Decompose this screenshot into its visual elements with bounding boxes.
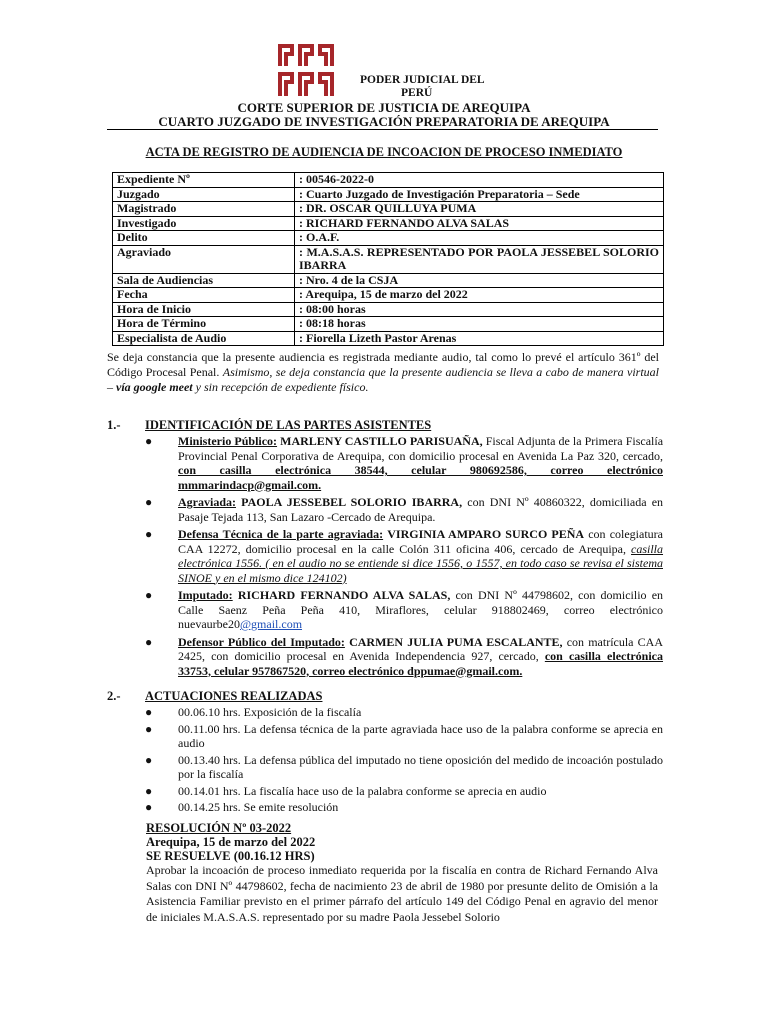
info-label: Magistrado [113,202,295,217]
party-text: con DNI Nº 40860322, domiciliada en Pasaje Tejada 113, San Lazaro -Cercado de Arequipa. [178,495,664,524]
intro-google-meet: vía google meet [116,380,193,394]
institution-line2: PERÚ [401,87,433,99]
list-item [143,434,663,492]
intro-italic: Asimismo, se deja constancia que la presente audiencia se lleva a cabo de manera virtual – [107,365,660,394]
action-text: 00.06.10 hrs. Exposición de la fiscalía [178,705,362,719]
list-item [143,635,663,679]
party-name: RICHARD FERNANDO ALVA SALAS, [237,588,451,602]
info-label: Expediente Nº [113,173,295,188]
resolution-decision: SE RESUELVE (00.16.12 HRS) [146,849,315,863]
list-item [143,784,663,799]
info-value: : DR. OSCAR QUILLUYA PUMA [295,202,664,217]
table-row [113,231,664,246]
bullet-icon: ● [145,721,153,736]
party-role: Ministerio Público: [178,434,278,448]
bullet-icon: ● [145,783,153,798]
bullet-icon: ● [145,495,153,509]
info-value: : M.A.S.A.S. REPRESENTADO POR PAOLA JESSEBEL SOLORIO IBARRA [295,245,664,273]
case-info-table [112,172,664,346]
party-role: Defensa Técnica de la parte agraviada: [178,527,384,541]
poder-judicial-logo [276,42,336,98]
bullet-icon: ● [145,527,153,541]
action-text: 00.14.01 hrs. La fiscalía hace uso de la palabra conforme se aprecia en audio [178,783,547,798]
info-value: : 00546-2022-0 [295,173,664,188]
action-text: 00.13.40 hrs. La defensa pública del imputado no tiene oposición del medido de incoación postulado por la fiscalía [178,752,663,781]
parties-list [143,434,663,681]
party-contact: con casilla electrónica 38544, celular 980692586, correo electrónico mmmarindacp@gmail.com. [178,463,663,492]
bullet-icon: ● [145,800,153,814]
intro-italic-end: y sin recepción de expediente físico. [195,380,369,394]
document-title: ACTA DE REGISTRO DE AUDIENCIA DE INCOACION DE PROCESO INMEDIATO [145,145,623,159]
table-row [113,245,664,273]
info-label: Sala de Audiencias [113,273,295,288]
party-name: PAOLA JESSEBEL SOLORIO IBARRA, [241,495,463,509]
info-value: : O.A.F. [295,231,664,246]
bullet-icon: ● [145,434,153,448]
list-item [143,588,663,632]
institution-name [360,74,485,100]
section-1-number: 1.- [107,418,121,432]
action-text: 00.11.00 hrs. La defensa técnica de la parte agraviada hace uso de la palabra conforme se aprecia en audio [178,721,663,750]
list-item [143,800,663,815]
info-value: : Cuarto Juzgado de Investigación Preparatoria – Sede [295,187,664,202]
resolution-date: Arequipa, 15 de marzo del 2022 [146,835,316,849]
section-2-title: ACTUACIONES REALIZADAS [145,689,323,703]
info-label: Juzgado [113,187,295,202]
info-value: : 08:00 horas [295,302,664,317]
list-item [143,705,663,720]
party-role: Imputado: [178,588,233,602]
section-2-heading [107,689,322,704]
table-row [113,302,664,317]
party-note: casilla electrónica 1556. ( en el audio no se entiende si dice 1556, o 1557, en todo caso se revisa el sistema SINOE y en el mismo dice 124102) [178,541,664,585]
info-label: Delito [113,231,295,246]
party-text: con colegiatura CAA 12272, domicilio procesal en la calle Colón 311 oficina 406, cercado de Arequipa, [178,527,663,556]
table-row [113,331,664,346]
info-value: : Arequipa, 15 de marzo del 2022 [295,288,664,303]
list-item [143,527,663,585]
info-value: : RICHARD FERNANDO ALVA SALAS [295,216,664,231]
table-row [113,317,664,332]
party-text: con DNI Nº 44798602, con domicilio en Calle Saenz Peña Peña 410, Miraflores, celular 918802469, correo electrónico nuevaurbe20 [178,588,664,631]
list-item [143,722,663,751]
office-name: CUARTO JUZGADO DE INVESTIGACIÓN PREPARATORIA DE AREQUIPA [158,114,610,129]
email-link[interactable]: @gmail.com [239,617,303,631]
table-row [113,273,664,288]
info-label: Hora de Término [113,317,295,332]
info-label: Investigado [113,216,295,231]
section-2-number: 2.- [107,689,121,703]
info-label: Especialista de Audio [113,331,295,346]
court-name: CORTE SUPERIOR DE JUSTICIA DE AREQUIPA [237,100,531,115]
table-row [113,216,664,231]
info-value: : Fiorella Lizeth Pastor Arenas [295,331,664,346]
info-value: : Nro. 4 de la CSJA [295,273,664,288]
header-rule [107,129,658,130]
bullet-icon: ● [145,752,153,767]
info-label: Agraviado [113,245,295,273]
party-text: Fiscal Adjunta de la Primera Fiscalía Provincial Penal Corporativa de Arequipa, con domicilio procesal en Avenida La Paz 320, cercado, [178,434,664,463]
party-contact: con casilla electrónica 33753, celular 957867520, correo electrónico dppumae@gmail.com. [178,649,663,678]
party-role: Agraviada: [178,495,236,509]
list-item [143,495,663,524]
table-row [113,173,664,188]
party-name: VIRGINIA AMPARO SURCO PEÑA [387,527,585,541]
table-row [113,202,664,217]
intro-paragraph [107,350,659,395]
intro-plain: Se deja constancia que la presente audiencia es registrada mediante audio, tal como lo prevé el artículo 361º del Código Procesal Penal. [107,350,659,379]
bullet-icon: ● [145,588,153,602]
party-name: CARMEN JULIA PUMA ESCALANTE, [349,634,563,649]
info-value: : 08:18 horas [295,317,664,332]
section-1-title: IDENTIFICACIÓN DE LAS PARTES ASISTENTES [145,418,432,432]
institution-line1: PODER JUDICIAL DEL [360,74,485,86]
actions-list [143,705,663,817]
info-label: Hora de Inicio [113,302,295,317]
list-item [143,753,663,782]
resolution-text: Aprobar la incoación de proceso inmediato requerida por la fiscalía en contra de Richard Fernando Alva Salas con DNI Nº 44798602, fecha de nacimiento 23 de abril de 1980 por presunte delito de Omisión a la Asistencia Familiar previsto en el primer párrafo del artículo 149 del Código Penal en agravio del menor de iniciales M.A.S.A.S. representado por su madre Paola Jessebel Solorio [146,863,658,924]
info-label: Fecha [113,288,295,303]
table-row [113,288,664,303]
resolution-heading [146,821,315,863]
party-name: MARLENY CASTILLO PARISUAÑA, [280,434,483,448]
bullet-icon: ● [145,634,153,649]
party-text: con matrícula CAA 2425, con domicilio procesal en Avenida Independencia 927, cercado, [178,634,663,663]
section-1-heading [107,418,431,433]
action-text: 00.14.25 hrs. Se emite resolución [178,800,339,814]
bullet-icon: ● [145,705,153,719]
table-row [113,187,664,202]
party-role: Defensor Público del Imputado: [178,634,345,649]
resolution-title: RESOLUCIÓN Nº 03-2022 [146,821,292,835]
